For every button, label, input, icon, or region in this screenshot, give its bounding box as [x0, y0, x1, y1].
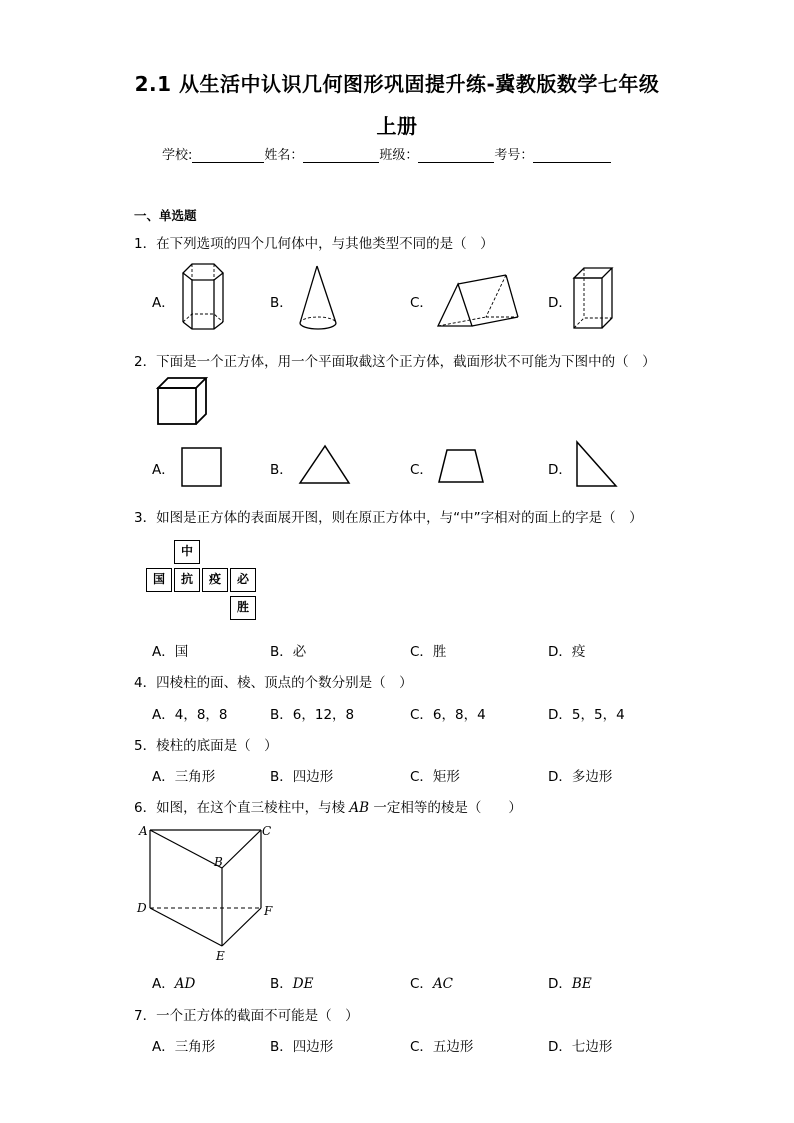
net-face-zhong: 中: [174, 540, 200, 564]
q1-option-d[interactable]: D．: [548, 295, 572, 311]
q6-option-d[interactable]: [548, 972, 592, 992]
net-face-yi: 疫: [202, 568, 228, 592]
q6-option-b[interactable]: [270, 972, 313, 992]
q6-option-c-value: AC: [432, 976, 454, 992]
q6-label-b: B: [214, 855, 223, 869]
q6-option-a-value: AD: [174, 976, 196, 992]
doc-title-line1: 2.1 从生活中认识几何图形巩固提升练-冀教版数学七年级: [134, 72, 660, 96]
class-label: 班级：: [379, 148, 419, 163]
q7-option-b[interactable]: B．四边形: [270, 1039, 334, 1055]
question-5-stem: 5．棱柱的底面是（ ）: [134, 738, 278, 754]
q1-triangular-prism-figure: [436, 272, 520, 330]
q4-option-b[interactable]: B．6，12，8: [270, 707, 355, 723]
q6-label-c: C: [262, 824, 272, 838]
q4-option-a[interactable]: A．4，8，8: [152, 707, 228, 723]
q6-option-d-value: BE: [571, 976, 592, 992]
q7-option-d[interactable]: D．七边形: [548, 1039, 613, 1055]
q3-option-d[interactable]: D．疫: [548, 644, 586, 660]
q7-option-c[interactable]: C．五边形: [410, 1039, 474, 1055]
q4-option-d[interactable]: D．5，5，4: [548, 707, 625, 723]
net-face-guo: 国: [146, 568, 172, 592]
q5-option-c[interactable]: C．矩形: [410, 769, 460, 785]
q5-option-a[interactable]: A．三角形: [152, 769, 216, 785]
q5-option-b[interactable]: B．四边形: [270, 769, 334, 785]
net-face-bi: 必: [230, 568, 256, 592]
q2-option-a[interactable]: A．: [152, 462, 175, 478]
question-2-stem: 2．下面是一个正方体，用一个平面取截这个正方体，截面形状不可能为下图中的（ ）: [134, 354, 656, 370]
question-1-stem: 1．在下列选项的四个几何体中，与其他类型不同的是（ ）: [134, 236, 494, 252]
name-label: 姓名：: [264, 148, 304, 163]
q2-square-figure: [180, 446, 224, 488]
q2-right-triangle-figure: [574, 440, 618, 488]
question-4-stem: 4．四棱柱的面、棱、顶点的个数分别是（ ）: [134, 675, 413, 691]
student-info-line: [162, 144, 611, 163]
q2-trapezoid-figure: [436, 448, 486, 484]
q6-label-e: E: [216, 949, 225, 963]
q2-option-b[interactable]: B．: [270, 462, 293, 478]
school-blank[interactable]: [192, 148, 264, 163]
q7-option-a[interactable]: A．三角形: [152, 1039, 216, 1055]
q1-option-c[interactable]: C．: [410, 295, 433, 311]
number-label: 考号：: [494, 148, 534, 163]
q6-label-f: F: [264, 904, 273, 918]
section-heading: 一、单选题: [134, 208, 197, 223]
question-7-stem: 7．一个正方体的截面不可能是（ ）: [134, 1008, 359, 1024]
q1-cone-figure: [298, 264, 340, 332]
net-face-kang: 抗: [174, 568, 200, 592]
q1-option-a[interactable]: A．: [152, 295, 175, 311]
question-3-stem: 3．如图是正方体的表面展开图，则在原正方体中，与“中”字相对的面上的字是（ ）: [134, 510, 643, 526]
name-blank[interactable]: [303, 148, 379, 163]
q5-option-d[interactable]: D．多边形: [548, 769, 613, 785]
q6-label-a: A: [139, 824, 148, 838]
school-label: 学校:: [162, 148, 193, 163]
q1-hexagonal-prism-figure: [180, 262, 226, 332]
q3-option-a[interactable]: A．国: [152, 644, 189, 660]
q6-option-c[interactable]: [410, 972, 453, 992]
q2-option-d[interactable]: D．: [548, 462, 572, 478]
net-face-sheng: 胜: [230, 596, 256, 620]
q6-stem-post: 一定相等的棱是（ ）: [369, 800, 522, 816]
q1-option-b[interactable]: B．: [270, 295, 293, 311]
q6-label-d: D: [137, 901, 147, 915]
q3-option-b[interactable]: B．必: [270, 644, 307, 660]
q6-option-b-value: DE: [292, 976, 314, 992]
q3-option-c[interactable]: C．胜: [410, 644, 447, 660]
q6-option-a[interactable]: [152, 972, 195, 992]
doc-title-line2: 上册: [376, 114, 418, 138]
q6-stem-ab: AB: [349, 800, 370, 816]
q1-cuboid-figure: [572, 266, 616, 330]
number-blank[interactable]: [533, 148, 611, 163]
q6-option-b-letter: B．: [270, 976, 293, 992]
class-blank[interactable]: [418, 148, 494, 163]
q6-option-c-letter: C．: [410, 976, 433, 992]
q6-right-triangular-prism-figure: [136, 820, 286, 966]
q6-option-d-letter: D．: [548, 976, 572, 992]
q2-triangle-figure: [298, 444, 352, 486]
q6-option-a-letter: A．: [152, 976, 175, 992]
q4-option-c[interactable]: C．6，8，4: [410, 707, 486, 723]
q2-cube-figure: [156, 376, 208, 426]
q2-option-c[interactable]: C．: [410, 462, 433, 478]
question-6-stem: [134, 796, 522, 816]
q6-stem-pre: 6．如图，在这个直三棱柱中，与棱: [134, 800, 350, 816]
